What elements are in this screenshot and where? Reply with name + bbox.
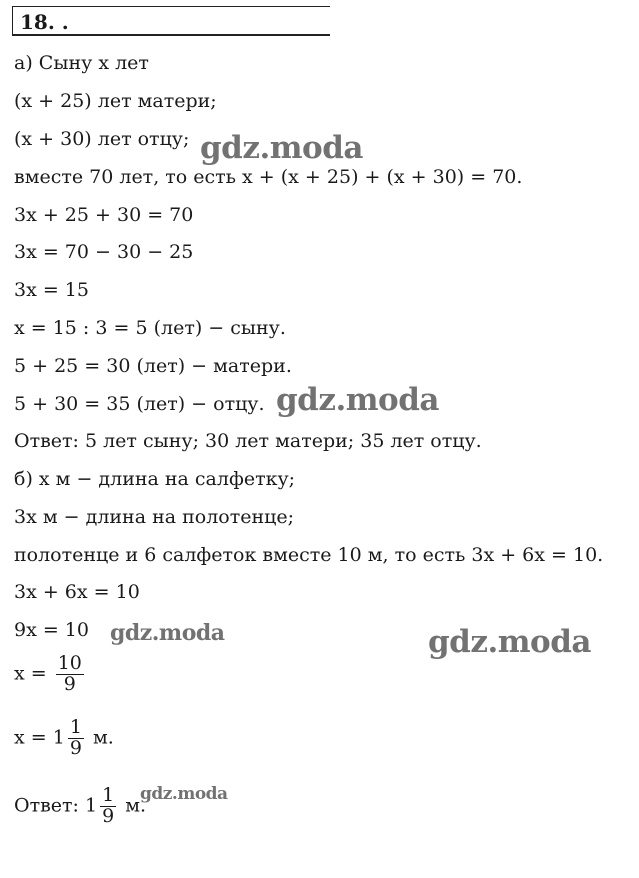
fraction-denominator: 9 [69,736,82,759]
fraction-equation-2 [14,718,114,759]
fraction-numerator: 10 [57,652,82,674]
watermark: gdz.moda [200,130,363,166]
solution-line: 3x м − длина на полотенце; [14,506,295,528]
task-header-box [12,6,330,36]
solution-line: 9x = 10 [14,619,89,641]
solution-line: вместе 70 лет, то есть x + (x + 25) + (x + 30) = 70. [14,166,523,188]
fraction-denominator: 9 [56,674,84,695]
answer-prefix: Ответ: 1 [14,794,98,817]
solution-line: x = 15 : 3 = 5 (лет) − сыну. [14,317,286,339]
solution-line: 5 + 30 = 35 (лет) − отцу. [14,393,265,415]
solution-line: б) x м − длина на салфетку; [14,468,296,490]
fraction-numerator: 1 [102,784,115,806]
solution-line: (x + 25) лет матери; [14,90,217,112]
answer-suffix: м. [119,794,147,817]
fraction [100,786,116,827]
watermark: gdz.moda [276,382,439,418]
solution-line: полотенце и 6 салфеток вместе 10 м, то есть 3x + 6x = 10. [14,544,604,566]
task-number: 18. . [20,10,69,34]
watermark: gdz.moda [140,784,228,804]
solution-line: а) Сыну x лет [14,52,149,74]
solution-line: 3x + 6x = 10 [14,581,140,603]
equation-suffix: м. [86,726,114,749]
fraction-denominator: 9 [102,804,115,827]
fraction [68,718,84,759]
equation-prefix: x = 1 [14,726,65,749]
solution-line: 3x = 15 [14,279,89,301]
solution-line: 5 + 25 = 30 (лет) − матери. [14,355,292,377]
watermark: gdz.moda [110,620,225,646]
answer-line-a: Ответ: 5 лет сыну; 30 лет матери; 35 лет отцу. [14,430,482,452]
solution-line: 3x = 70 − 30 − 25 [14,241,194,263]
watermark: gdz.moda [428,624,591,660]
solution-line: (x + 30) лет отцу; [14,128,190,150]
solution-line: 3x + 25 + 30 = 70 [14,204,194,226]
fraction-equation-1 [14,654,87,695]
answer-line-b [14,786,146,827]
equation-prefix: x = [14,662,53,685]
fraction [56,654,84,695]
fraction-numerator: 1 [69,716,82,738]
